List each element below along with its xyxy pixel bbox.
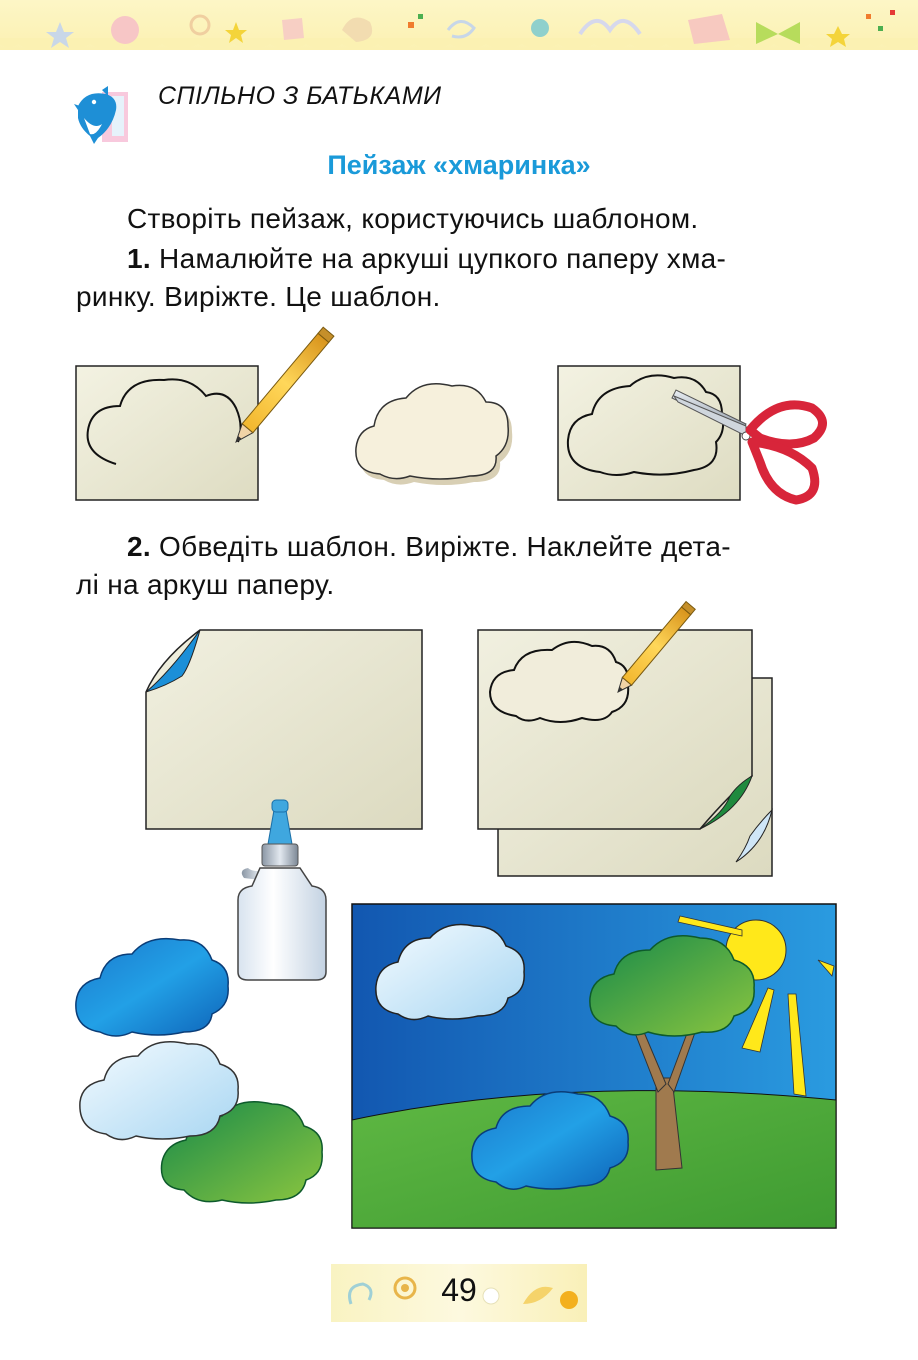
swirl-icon xyxy=(580,21,640,34)
dolphin-icon xyxy=(72,84,130,146)
star-icon xyxy=(46,22,74,48)
confetti-icon xyxy=(878,26,883,31)
step2-paragraph xyxy=(76,528,836,604)
paper-icon xyxy=(282,18,304,40)
confetti-icon xyxy=(408,22,414,28)
step2-line1 xyxy=(76,528,836,566)
intro-text: Створіть пейзаж, користуючись шаблоном. xyxy=(127,203,699,234)
step1-text-line1: Намалюйте на аркуші цупкого паперу хма- xyxy=(159,243,727,274)
blank-paper-sheet xyxy=(146,630,422,829)
light-and-green-cloud-cutouts xyxy=(80,1042,322,1203)
shell-icon xyxy=(342,18,372,43)
star-icon xyxy=(826,26,850,47)
step2-number: 2. xyxy=(127,531,151,562)
lesson-title: Пейзаж «хмаринка» xyxy=(327,150,591,180)
step2-illustrations xyxy=(70,600,850,1240)
section-label: СПІЛЬНО З БАТЬКАМИ xyxy=(158,82,442,110)
confetti-icon xyxy=(866,14,871,19)
swirl-icon xyxy=(448,21,474,37)
scissors-cutting-cloud xyxy=(558,366,823,500)
flower-icon xyxy=(191,16,209,34)
tracing-template-on-paper xyxy=(478,602,772,876)
cloud-template-cutout xyxy=(356,384,512,485)
pencil-drawing-cloud xyxy=(76,327,334,500)
confetti-icon xyxy=(418,14,423,19)
step1-line2: ринку. Виріжте. Це шаблон. xyxy=(76,281,441,312)
step1-paragraph xyxy=(76,240,836,316)
page-number: 49 xyxy=(441,1272,477,1308)
bow-icon xyxy=(756,22,800,44)
banner-decorations xyxy=(0,0,918,50)
clover-icon xyxy=(531,19,549,37)
step2-text-line1: Обведіть шаблон. Виріжте. Наклейте дета- xyxy=(159,531,731,562)
star-icon xyxy=(225,22,247,43)
step2-line2: лі на аркуш паперу. xyxy=(76,569,335,600)
step1-number: 1. xyxy=(127,243,151,274)
step1-line1 xyxy=(76,240,836,278)
confetti-icon xyxy=(890,10,895,15)
paper-icon xyxy=(688,14,730,44)
step1-illustrations xyxy=(70,326,860,514)
intro-paragraph xyxy=(76,200,887,238)
finished-landscape xyxy=(352,904,836,1228)
blue-cloud-cutout xyxy=(76,939,228,1036)
balloon-icon xyxy=(111,16,139,44)
